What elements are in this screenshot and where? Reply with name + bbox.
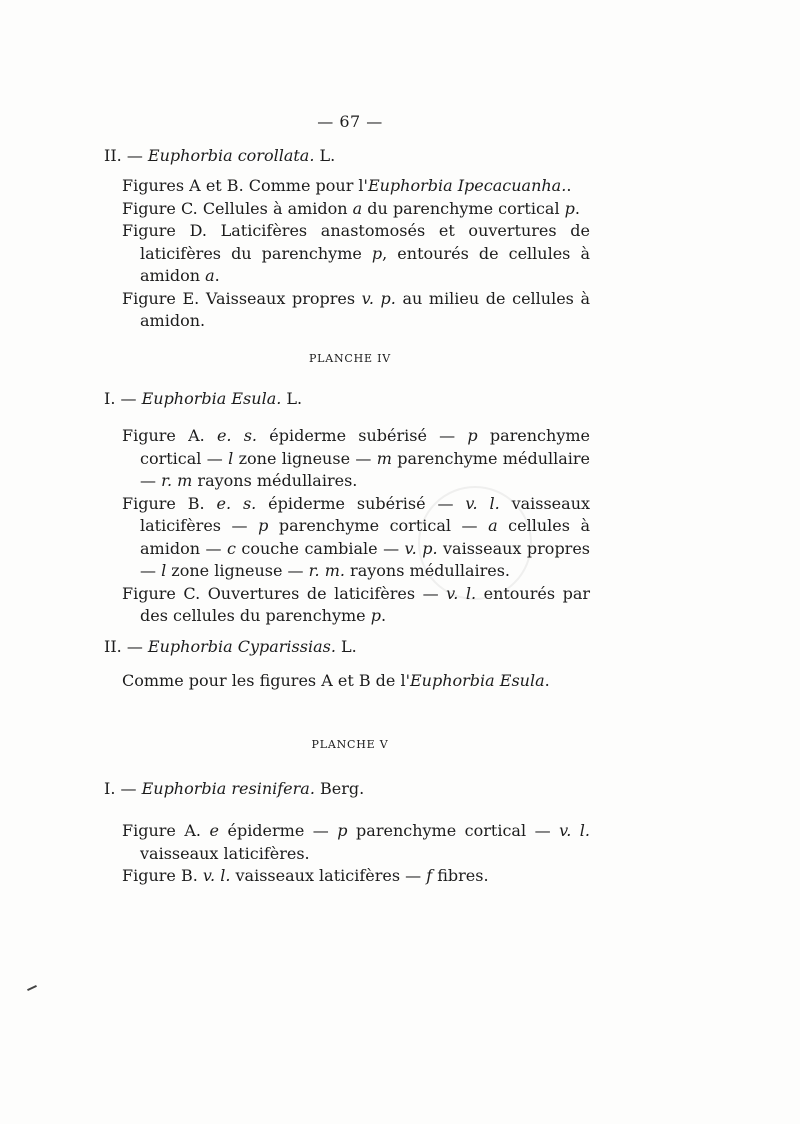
section-heading-resinifera: I. — Euphorbia resinifera. Berg. xyxy=(104,779,365,798)
plate-title-iv: PLANCHE IV xyxy=(308,352,392,365)
figure-entry: Figure D. Laticifères anastomosés et ouvertures de laticifères du parenchyme p, entourés de cellules à amidon a. xyxy=(122,221,590,285)
figure-entry-b: Figure B. e. s. épiderme subérisé — v. l. vaisseaux laticifères — p parenchyme cortical — a cellules à amidon — c couche cambiale — v. p. vaisseaux propres — l zone ligneuse — r. m. rayons médullaires. xyxy=(122,493,591,580)
figure-entry: Figures A et B. Comme pour l'Euphorbia Ipecacuanha.. xyxy=(122,176,572,195)
figure-entry-a: Figure A. e. s. épiderme subérisé — p parenchyme cortical — l zone ligneuse — m parenchyme médullaire — r. m rayons médullaires. xyxy=(122,426,591,490)
figure-entry-a: Figure A. e épiderme — p parenchyme cortical — v. l. vaisseaux laticifères. xyxy=(122,821,590,863)
plate-title-v: PLANCHE V xyxy=(311,738,389,751)
ink-speck xyxy=(27,985,37,991)
section-heading-esula: I. — Euphorbia Esula. L. xyxy=(104,389,303,408)
figure-list-corollata xyxy=(122,175,590,333)
figure-entry: Figure E. Vaisseaux propres v. p. au milieu de cellules à amidon. xyxy=(122,288,591,330)
cyparissias-text: Comme pour les figures A et B de l'Euphorbia Esula. xyxy=(122,671,550,690)
figure-entry-c: Figure C. Ouvertures de laticifères — v. l. entourés par des cellules du parenchyme p. xyxy=(122,583,591,625)
figure-list-resinifera xyxy=(122,820,590,888)
faint-stamp-mark xyxy=(418,486,532,600)
figure-entry-b: Figure B. v. l. vaisseaux laticifères — f fibres. xyxy=(122,866,489,885)
figure-entry: Figure C. Cellules à amidon a du parenchyme cortical p. xyxy=(122,198,581,218)
section-heading-corollata: II. — Euphorbia corollata. L. xyxy=(104,146,336,165)
section-heading-cyparissias: II. — Euphorbia Cyparissias. L. xyxy=(104,637,357,656)
page-number: — 67 — xyxy=(317,112,383,131)
